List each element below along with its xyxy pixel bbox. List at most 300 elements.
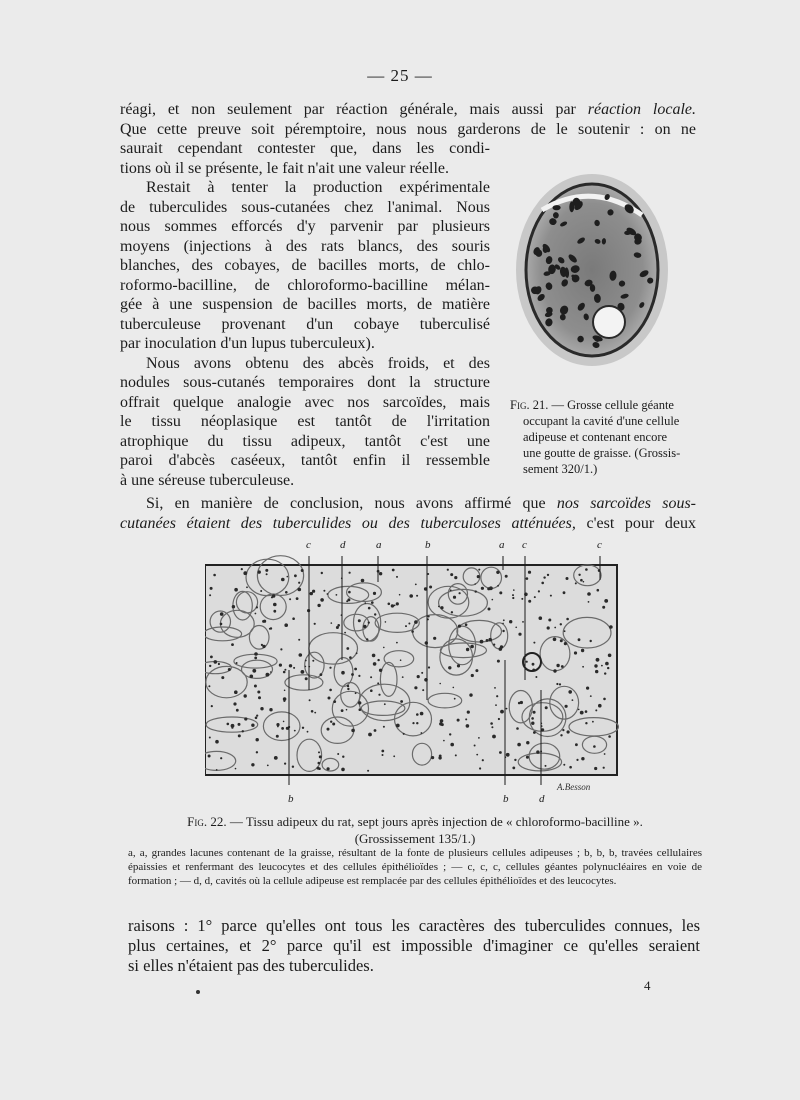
cell-nucleus xyxy=(331,622,333,624)
cell-nucleus xyxy=(209,594,211,596)
cell-nucleus xyxy=(482,759,484,761)
cell-nucleus xyxy=(379,669,382,672)
cell-nucleus xyxy=(287,576,289,578)
figure-label: Fig. 21. xyxy=(510,398,549,412)
cell-nucleus xyxy=(594,767,597,770)
caption-line: (Grossissement 135/1.) xyxy=(354,831,476,846)
cell-nucleus xyxy=(277,726,279,728)
cell-nucleus xyxy=(327,593,329,595)
cell-nucleus xyxy=(480,640,484,644)
cell-nucleus xyxy=(361,579,365,583)
cell-nucleus xyxy=(328,697,331,700)
cell-nucleus xyxy=(309,699,311,701)
fig-letter: d xyxy=(340,539,346,551)
cell-nucleus xyxy=(489,586,493,590)
cell-nucleus xyxy=(257,691,260,694)
figure-21-micrograph xyxy=(512,170,672,370)
cell-nucleus xyxy=(439,683,441,685)
cell-nucleus xyxy=(349,656,352,659)
cell-nucleus xyxy=(478,737,480,739)
cell-nucleus xyxy=(502,623,504,625)
cell-nucleus xyxy=(553,669,556,672)
cell-nucleus xyxy=(293,667,295,669)
cell-nucleus xyxy=(543,576,545,578)
cell-nucleus xyxy=(320,598,324,602)
cell-nucleus xyxy=(329,689,332,692)
cell-nucleus xyxy=(383,647,385,649)
cell-nucleus xyxy=(421,732,423,734)
cell-nucleus xyxy=(450,743,454,747)
cell-nucleus xyxy=(208,755,211,758)
cell-nucleus xyxy=(594,664,597,667)
cell-nucleus xyxy=(351,673,354,676)
cell-nucleus xyxy=(235,768,237,770)
cell-nucleus xyxy=(319,755,322,758)
text-line: tuberculeuse provenant d'un cobaye tuberculisé xyxy=(120,315,490,333)
cell-nucleus xyxy=(585,568,588,571)
cell-nucleus xyxy=(488,608,491,611)
cell-nucleus xyxy=(402,676,404,678)
cell-nucleus xyxy=(238,723,241,726)
cell-nucleus xyxy=(481,587,484,590)
text-line: gée à une suspension de bacilles morts, de matière xyxy=(120,296,490,313)
fig-letter: b xyxy=(503,793,509,805)
cell-nucleus xyxy=(450,589,452,591)
cell-nucleus xyxy=(284,623,288,627)
text-line: le tissu néoplasique est tantôt de l'irritation xyxy=(120,413,490,430)
cell-nucleus xyxy=(270,671,272,673)
cell-nucleus xyxy=(348,591,351,594)
cell-nucleus xyxy=(531,717,534,720)
text-line: raisons : 1° parce qu'elles ont tous les caractères des tuberculides connues, les xyxy=(128,916,700,935)
cell-nucleus xyxy=(396,642,398,644)
text-line: atrophique du tissu adipeux, tantôt c'est une xyxy=(120,432,490,450)
cell-nucleus xyxy=(213,574,216,577)
cell-nucleus xyxy=(373,662,377,666)
cell-nucleus xyxy=(342,756,344,758)
cell-nucleus xyxy=(374,613,376,615)
cell-nucleus xyxy=(560,639,563,642)
cell-nucleus xyxy=(595,709,597,711)
cell-nucleus xyxy=(478,569,480,571)
cell-nucleus xyxy=(604,753,606,755)
cell-nucleus xyxy=(550,595,552,597)
fig22-bottom-letters xyxy=(0,793,800,807)
cell-nucleus xyxy=(564,642,567,645)
cell-nucleus xyxy=(294,730,296,732)
cell-nucleus xyxy=(366,638,368,640)
cell-nucleus xyxy=(284,690,286,692)
cell-nucleus xyxy=(382,754,384,756)
cell-nucleus xyxy=(305,677,308,680)
cell-nucleus xyxy=(383,726,385,728)
cell-nucleus xyxy=(368,607,371,610)
cell-nucleus xyxy=(496,695,498,697)
cell-nucleus xyxy=(276,735,279,738)
cell-nucleus xyxy=(266,673,270,677)
text-line: roformo-bacilline, de chloroformo-bacilline mélan- xyxy=(120,276,490,294)
fig-letter: c xyxy=(597,539,602,551)
cell-nucleus xyxy=(560,734,562,736)
cell-nucleus xyxy=(243,571,247,575)
cell-nucleus xyxy=(298,588,302,592)
cell-nucleus xyxy=(220,757,222,759)
cell-nucleus xyxy=(258,570,261,573)
cell-nucleus xyxy=(466,648,469,651)
cell-nucleus xyxy=(231,643,234,646)
cell-nucleus xyxy=(608,735,611,738)
cell-nucleus xyxy=(556,664,559,667)
cell-nucleus xyxy=(298,639,300,641)
cell-nucleus xyxy=(471,674,474,677)
cell-nucleus xyxy=(261,644,263,646)
cell-nucleus xyxy=(533,711,536,714)
cell-nucleus xyxy=(439,722,442,725)
cell-nucleus xyxy=(545,706,548,709)
cell-nucleus xyxy=(379,572,382,575)
cell-nucleus xyxy=(526,661,528,663)
cell-nucleus xyxy=(344,632,346,634)
cell-nucleus xyxy=(211,705,213,707)
cell-nucleus xyxy=(244,717,247,720)
cell-nucleus xyxy=(604,599,608,603)
cell-nucleus xyxy=(273,610,276,613)
cell-nucleus xyxy=(581,757,584,760)
cell-nucleus xyxy=(522,621,524,623)
text-line: plus certaines, et 2° parce qu'il est impossible d'imaginer ce qu'elles seraient xyxy=(128,936,700,955)
cell-nucleus xyxy=(269,708,272,711)
cell-nucleus xyxy=(236,709,239,712)
cell-nucleus xyxy=(580,711,584,715)
cell-nucleus xyxy=(283,700,285,702)
cell-nucleus xyxy=(497,585,499,587)
cell-nucleus xyxy=(215,740,219,744)
cell-nucleus xyxy=(310,592,313,595)
cell-nucleus xyxy=(347,688,349,690)
nucleus xyxy=(577,336,583,343)
cell-nucleus xyxy=(298,582,300,584)
cell-nucleus xyxy=(416,722,418,724)
cell-nucleus xyxy=(311,710,314,713)
cell-nucleus xyxy=(329,667,331,669)
cell-nucleus xyxy=(351,729,355,733)
cell-nucleus xyxy=(474,583,476,585)
cell-nucleus xyxy=(474,745,476,747)
cell-nucleus xyxy=(371,601,374,604)
cell-nucleus xyxy=(305,666,307,668)
cell-nucleus xyxy=(596,658,600,662)
cell-nucleus xyxy=(491,726,493,728)
cell-nucleus xyxy=(393,755,395,757)
cell-nucleus xyxy=(412,722,414,724)
cell-nucleus xyxy=(565,705,568,708)
cell-nucleus xyxy=(214,660,218,664)
cell-nucleus xyxy=(492,735,496,739)
cell-nucleus xyxy=(420,712,424,716)
text-line: cutanées étaient des tuberculides ou des tuberculoses atténuées, c'est pour deux xyxy=(120,514,697,532)
cell-nucleus xyxy=(439,755,442,758)
cell-nucleus xyxy=(588,601,590,603)
cell-nucleus xyxy=(359,708,362,711)
cell-nucleus xyxy=(228,668,231,671)
cell-nucleus xyxy=(373,592,376,595)
cell-nucleus xyxy=(539,616,543,620)
cell-nucleus xyxy=(585,710,588,713)
paragraph-wrap xyxy=(120,139,490,490)
cell-nucleus xyxy=(514,759,516,761)
cell-nucleus xyxy=(562,729,564,731)
cell-nucleus xyxy=(234,588,238,592)
cell-nucleus xyxy=(516,727,519,730)
cell-nucleus xyxy=(312,590,315,593)
cell-nucleus xyxy=(251,763,254,766)
cell-nucleus xyxy=(374,729,377,732)
cell-nucleus xyxy=(317,604,320,607)
cell-nucleus xyxy=(356,652,358,654)
cell-nucleus xyxy=(256,715,258,717)
cell-nucleus xyxy=(409,594,413,598)
cell-nucleus xyxy=(535,676,537,678)
cell-nucleus xyxy=(585,722,587,724)
cell-nucleus xyxy=(341,709,344,712)
cell-nucleus xyxy=(346,709,348,711)
cell-nucleus xyxy=(578,638,581,641)
cell-nucleus xyxy=(302,727,304,729)
cell-nucleus xyxy=(341,671,345,675)
cell-nucleus xyxy=(479,767,481,769)
cell-nucleus xyxy=(231,724,235,728)
cell-nucleus xyxy=(458,625,461,628)
cell-nucleus xyxy=(475,669,478,672)
cell-nucleus xyxy=(603,698,606,701)
fig22-top-letters xyxy=(0,539,800,553)
cell-nucleus xyxy=(318,762,321,765)
cell-nucleus xyxy=(568,690,572,694)
cell-nucleus xyxy=(448,666,451,669)
cell-nucleus xyxy=(547,574,549,576)
cell-nucleus xyxy=(563,591,566,594)
cell-nucleus xyxy=(337,753,339,755)
cell-nucleus xyxy=(597,589,600,592)
cell-nucleus xyxy=(265,569,268,572)
cell-nucleus xyxy=(378,694,380,696)
text-line: à une séreuse tuberculeuse. xyxy=(120,471,295,489)
cell-nucleus xyxy=(454,698,456,700)
cell-nucleus xyxy=(486,639,489,642)
cell-nucleus xyxy=(400,700,403,703)
caption-line: adipeuse et contenant encore xyxy=(523,430,668,444)
cell-nucleus xyxy=(312,660,314,662)
cell-nucleus xyxy=(590,695,592,697)
text-line: blanches, des cobayes, de bacilles morts, de chlo- xyxy=(120,257,490,274)
cell-nucleus xyxy=(391,604,394,607)
text-line: paroi d'abcès caséeux, tantôt enfin il ressemble xyxy=(120,452,490,469)
cell-nucleus xyxy=(416,595,418,597)
cell-nucleus xyxy=(377,682,379,684)
cell-nucleus xyxy=(210,656,213,659)
cell-nucleus xyxy=(292,766,294,768)
cell-nucleus xyxy=(608,654,612,658)
cell-nucleus xyxy=(281,727,284,730)
text-line: Restait à tenter la production expérimentale xyxy=(146,179,490,196)
cell-nucleus xyxy=(314,712,316,714)
cell-nucleus xyxy=(333,700,336,703)
cell-nucleus xyxy=(603,767,605,769)
cell-nucleus xyxy=(330,721,332,723)
cell-nucleus xyxy=(500,710,504,714)
cell-nucleus xyxy=(429,586,432,589)
cell-nucleus xyxy=(208,685,210,687)
cell-nucleus xyxy=(209,665,211,667)
cell-nucleus xyxy=(604,672,606,674)
cell-nucleus xyxy=(305,660,307,662)
cell-nucleus xyxy=(580,579,583,582)
cell-nucleus xyxy=(246,586,248,588)
fig-letter: a xyxy=(376,539,382,551)
cell-nucleus xyxy=(256,606,258,608)
cell-nucleus xyxy=(238,734,241,737)
cell-nucleus xyxy=(541,582,544,585)
cell-nucleus xyxy=(453,596,456,599)
cell-nucleus xyxy=(440,719,444,723)
cell-nucleus xyxy=(370,689,373,692)
figure-22-micrograph xyxy=(205,540,625,810)
cell-nucleus xyxy=(578,574,580,576)
cell-nucleus xyxy=(416,713,419,716)
figure-label: Fig. 22. xyxy=(187,814,227,829)
cell-nucleus xyxy=(355,692,357,694)
cell-nucleus xyxy=(266,573,268,575)
cell-nucleus xyxy=(449,733,451,735)
cell-nucleus xyxy=(576,759,578,761)
cell-nucleus xyxy=(358,701,361,704)
nucleus xyxy=(531,287,539,295)
text-line: nodules sous-cutanés temporaires dont la structure xyxy=(120,374,490,391)
cell-nucleus xyxy=(349,572,351,574)
cell-nucleus xyxy=(453,687,455,689)
cell-nucleus xyxy=(283,671,286,674)
cell-nucleus xyxy=(454,576,457,579)
cell-nucleus xyxy=(388,603,391,606)
cell-nucleus xyxy=(368,622,370,624)
cell-nucleus xyxy=(587,592,591,596)
cell-nucleus xyxy=(421,672,423,674)
cell-nucleus xyxy=(531,722,534,725)
figure-21-caption: Fig. 21. — Grosse cellule géante occupant la cavité d'une cellule adipeuse et contenant encore une goutte de graisse. (Grossis- sement 320/1.) xyxy=(510,397,700,477)
text-line: offrait quelque analogie avec nos sarcoïdes, mais xyxy=(120,393,490,411)
cell-nucleus xyxy=(347,685,349,687)
cell-nucleus xyxy=(532,663,535,666)
cell-nucleus xyxy=(528,571,531,574)
cell-nucleus xyxy=(252,669,256,673)
cell-nucleus xyxy=(506,753,510,757)
cell-nucleus xyxy=(526,741,529,744)
cell-nucleus xyxy=(605,662,609,666)
page-number: — 25 — xyxy=(367,66,433,85)
text-line: si elles n'étaient pas des tuberculides. xyxy=(128,956,374,975)
cell-nucleus xyxy=(254,657,257,660)
cell-nucleus xyxy=(251,724,254,727)
cell-nucleus xyxy=(414,686,417,689)
cell-nucleus xyxy=(294,574,297,577)
cell-nucleus xyxy=(299,653,303,657)
cell-nucleus xyxy=(220,623,223,626)
cell-nucleus xyxy=(296,597,299,600)
paragraph-top xyxy=(120,100,696,139)
cell-nucleus xyxy=(317,767,320,770)
cell-nucleus xyxy=(469,693,472,696)
cell-nucleus xyxy=(283,721,285,723)
cell-nucleus xyxy=(289,598,291,600)
cell-nucleus xyxy=(490,722,493,725)
cell-nucleus xyxy=(556,683,558,685)
cell-nucleus xyxy=(467,711,470,714)
cell-nucleus xyxy=(517,743,521,747)
cell-nucleus xyxy=(284,669,286,671)
cell-nucleus xyxy=(209,737,211,739)
cell-nucleus xyxy=(256,751,258,753)
cell-nucleus xyxy=(512,597,514,599)
cell-nucleus xyxy=(363,625,366,628)
cell-nucleus xyxy=(503,619,505,621)
cell-nucleus xyxy=(307,731,309,733)
cell-nucleus xyxy=(560,623,562,625)
cell-nucleus xyxy=(346,647,349,650)
cell-nucleus xyxy=(547,626,550,629)
cell-nucleus xyxy=(262,620,265,623)
cell-nucleus xyxy=(327,767,330,770)
cell-nucleus xyxy=(581,649,584,652)
cell-nucleus xyxy=(566,618,569,621)
cell-nucleus xyxy=(443,740,445,742)
text-line: saurait cependant contester que, dans les condi- xyxy=(120,140,490,157)
cell-nucleus xyxy=(521,598,523,600)
cell-nucleus xyxy=(318,751,320,753)
cell-nucleus xyxy=(218,663,220,665)
cell-nucleus xyxy=(411,630,414,633)
cell-nucleus xyxy=(598,704,602,708)
cell-nucleus xyxy=(528,600,531,603)
cell-nucleus xyxy=(396,602,399,605)
caption-line: une goutte de graisse. (Grossis- xyxy=(523,446,681,460)
cell-nucleus xyxy=(505,575,508,578)
fig-letter: c xyxy=(306,539,311,551)
cell-nucleus xyxy=(574,651,577,654)
paragraph-bottom xyxy=(128,916,700,976)
cell-nucleus xyxy=(396,576,398,578)
text-line: de tuberculides sous-cutanées chez l'animal. Nous xyxy=(120,198,490,216)
cell-nucleus xyxy=(346,600,348,602)
cell-nucleus xyxy=(256,738,259,741)
cell-nucleus xyxy=(465,623,468,626)
cell-nucleus xyxy=(327,728,330,731)
cell-nucleus xyxy=(396,724,400,728)
figure-22-legend: a, a, grandes lacunes contenant de la graisse, résultant de la fonte de plusieurs cellules adipeuses ; b, b, b, travées cellulaires épaissies et renfermant des leucocytes et des cellules épithélioïdes ; — c, c, c, cellules géantes polynucléaires en voie de formation ; — d, d, cavités où la cellule adipeuse est remplacée par des cellules épithélioïdes et des leucocytes. xyxy=(128,847,702,887)
cell-nucleus xyxy=(210,587,213,590)
cell-nucleus xyxy=(526,577,529,580)
cell-nucleus xyxy=(457,664,460,667)
cell-nucleus xyxy=(255,613,257,615)
signature-mark: 4 xyxy=(644,978,651,993)
cell-nucleus xyxy=(321,572,323,574)
cell-nucleus xyxy=(592,721,594,723)
cell-nucleus xyxy=(607,667,609,669)
cell-nucleus xyxy=(377,659,379,661)
cell-nucleus xyxy=(433,637,436,640)
cell-nucleus xyxy=(575,582,577,584)
cell-nucleus xyxy=(533,731,536,734)
cell-nucleus xyxy=(281,578,285,582)
